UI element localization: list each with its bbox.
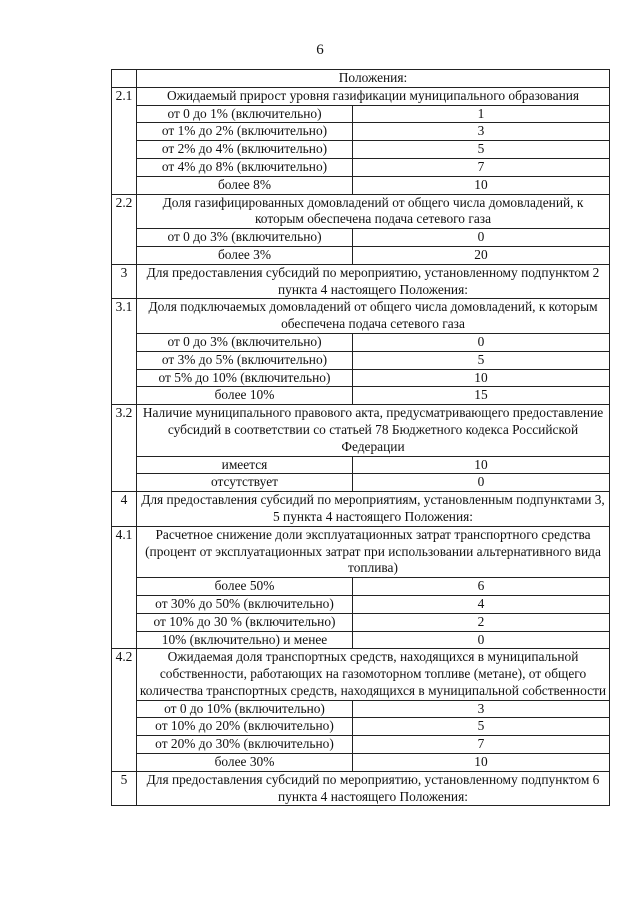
section-row (112, 649, 610, 700)
criterion-label: от 30% до 50% (включительно) (137, 595, 353, 613)
section-row (112, 405, 610, 456)
criterion-label: более 3% (137, 246, 353, 264)
row-number (112, 70, 137, 88)
section-number: 4 (112, 492, 137, 527)
section-number: 4.1 (112, 526, 137, 649)
criteria-table (111, 69, 610, 806)
criterion-score: 7 (353, 158, 610, 176)
section-title: Ожидаемая доля транспортных средств, находящихся в муниципальной собственности, работающих на газомоторном топливе (метане), от общего количества транспортных средств, находящихся в муниципальной собственности (137, 649, 610, 700)
criterion-row (112, 158, 610, 176)
criterion-row (112, 246, 610, 264)
criterion-label: от 3% до 5% (включительно) (137, 351, 353, 369)
criterion-row (112, 141, 610, 159)
criterion-score: 5 (353, 141, 610, 159)
criterion-score: 7 (353, 736, 610, 754)
criterion-score: 2 (353, 613, 610, 631)
section-number: 3.1 (112, 299, 137, 405)
criterion-label: от 20% до 30% (включительно) (137, 736, 353, 754)
criterion-score: 0 (353, 333, 610, 351)
criterion-label: от 0 до 1% (включительно) (137, 105, 353, 123)
criterion-score: 5 (353, 718, 610, 736)
criterion-score: 6 (353, 578, 610, 596)
criterion-score: 1 (353, 105, 610, 123)
section-row (112, 299, 610, 334)
criterion-row (112, 105, 610, 123)
criterion-label: 10% (включительно) и менее (137, 631, 353, 649)
section-number: 5 (112, 771, 137, 806)
criterion-row (112, 631, 610, 649)
criterion-row (112, 123, 610, 141)
section-title: Наличие муниципального правового акта, предусматривающего предоставление субсидий в соответствии со статьей 78 Бюджетного кодекса Российской Федерации (137, 405, 610, 456)
criterion-score: 5 (353, 351, 610, 369)
criterion-label: от 1% до 2% (включительно) (137, 123, 353, 141)
criterion-score: 20 (353, 246, 610, 264)
criterion-label: отсутствует (137, 474, 353, 492)
criterion-label: от 2% до 4% (включительно) (137, 141, 353, 159)
page-number: 6 (316, 42, 324, 58)
section-row (112, 194, 610, 229)
criterion-label: от 10% до 20% (включительно) (137, 718, 353, 736)
section-title: Расчетное снижение доли эксплуатационных затрат транспортного средства (процент от эксплуатационных затрат при использовании альтернативного вида топлива) (137, 526, 610, 577)
criterion-label: более 10% (137, 387, 353, 405)
criterion-label: от 0 до 3% (включительно) (137, 229, 353, 247)
criterion-label: от 0 до 3% (включительно) (137, 333, 353, 351)
criteria-table-body (112, 70, 610, 806)
criterion-score: 3 (353, 700, 610, 718)
criterion-label: имеется (137, 456, 353, 474)
section-number: 2.1 (112, 87, 137, 194)
section-title: Для предоставления субсидий по мероприятиям, установленным подпунктами 3, 5 пункта 4 настоящего Положения: (137, 492, 610, 527)
section-title: Доля газифицированных домовладений от общего числа домовладений, к которым обеспечена подача сетевого газа (137, 194, 610, 229)
criterion-score: 10 (353, 754, 610, 772)
section-number: 3.2 (112, 405, 137, 492)
section-title: Для предоставления субсидий по мероприятию, установленному подпунктом 2 пункта 4 настоящего Положения: (137, 264, 610, 299)
criterion-label: более 50% (137, 578, 353, 596)
continuation-text: Положения: (137, 70, 610, 88)
section-number: 4.2 (112, 649, 137, 772)
criterion-row (112, 754, 610, 772)
section-row (112, 492, 610, 527)
criterion-row (112, 578, 610, 596)
section-row (112, 771, 610, 806)
criterion-label: более 30% (137, 754, 353, 772)
section-title: Доля подключаемых домовладений от общего числа домовладений, к которым обеспечена подача сетевого газа (137, 299, 610, 334)
criterion-row (112, 595, 610, 613)
criterion-label: от 5% до 10% (включительно) (137, 369, 353, 387)
criterion-row (112, 700, 610, 718)
section-title: Для предоставления субсидий по мероприятию, установленному подпунктом 6 пункта 4 настоящего Положения: (137, 771, 610, 806)
criterion-score: 15 (353, 387, 610, 405)
criterion-score: 10 (353, 456, 610, 474)
criterion-row (112, 474, 610, 492)
criterion-label: от 10% до 30 % (включительно) (137, 613, 353, 631)
criterion-row (112, 387, 610, 405)
criterion-row (112, 718, 610, 736)
criterion-score: 10 (353, 369, 610, 387)
criterion-score: 3 (353, 123, 610, 141)
section-row (112, 264, 610, 299)
criterion-row (112, 333, 610, 351)
criterion-row (112, 736, 610, 754)
criterion-score: 0 (353, 631, 610, 649)
criterion-row (112, 176, 610, 194)
criterion-row (112, 229, 610, 247)
criterion-row (112, 456, 610, 474)
criterion-score: 0 (353, 474, 610, 492)
criterion-score: 0 (353, 229, 610, 247)
continuation-row (112, 70, 610, 88)
section-row (112, 526, 610, 577)
criterion-label: от 0 до 10% (включительно) (137, 700, 353, 718)
criterion-score: 10 (353, 176, 610, 194)
section-row (112, 87, 610, 105)
criterion-label: более 8% (137, 176, 353, 194)
section-number: 3 (112, 264, 137, 299)
criterion-row (112, 613, 610, 631)
criterion-row (112, 369, 610, 387)
section-title: Ожидаемый прирост уровня газификации муниципального образования (137, 87, 610, 105)
criterion-label: от 4% до 8% (включительно) (137, 158, 353, 176)
criterion-score: 4 (353, 595, 610, 613)
section-number: 2.2 (112, 194, 137, 264)
criterion-row (112, 351, 610, 369)
